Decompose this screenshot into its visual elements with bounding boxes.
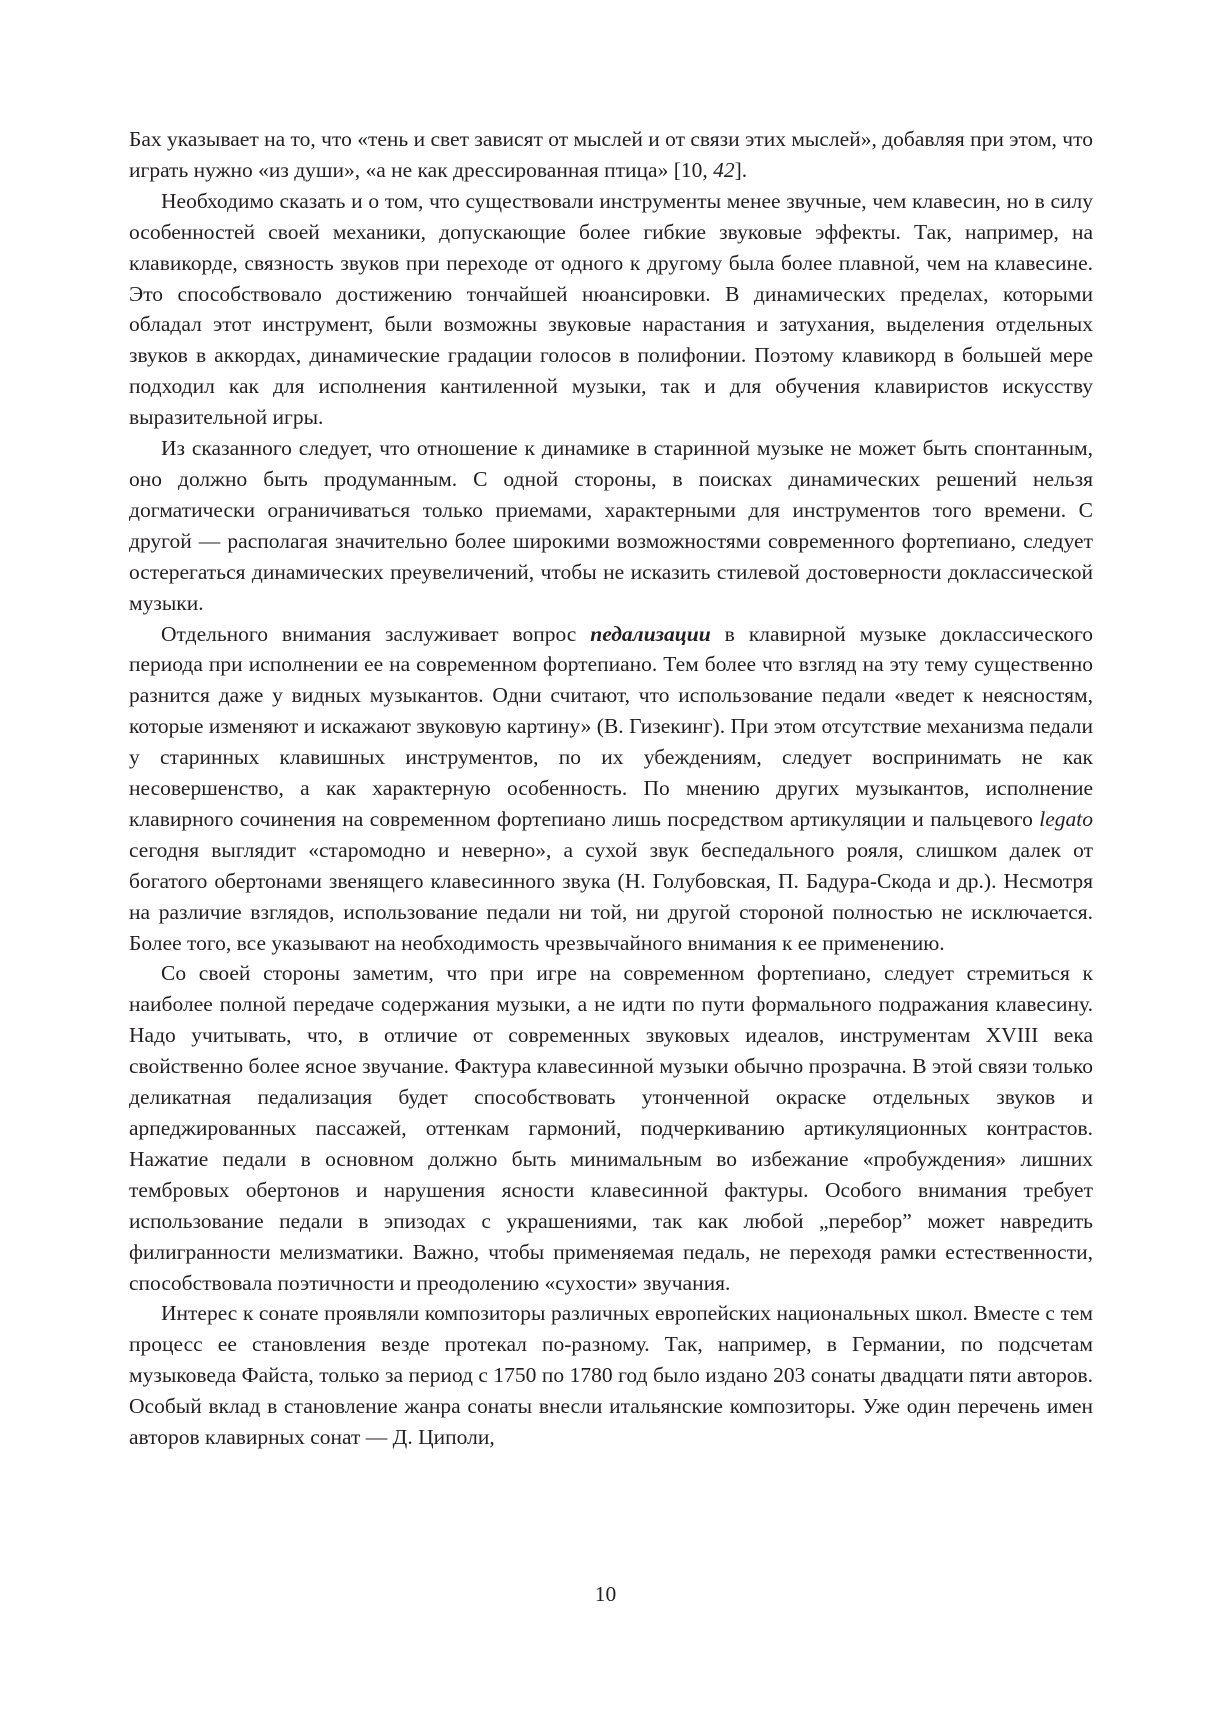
paragraph-1: [129, 124, 1093, 186]
paragraph-3-text: Из сказанного следует, что отношение к динамике в старинной музыке не может быть спонтанным, оно должно быть продуманным. С одной стороны, в поисках динамических решений нельзя догматически ограничиваться только приемами, характерными для инструментов того времени. С другой — располагая значительно более широкими возможностями современного фортепиано, следует остерегаться динамических преувеличений, чтобы не исказить стилевой достоверности доклассической музыки.: [129, 436, 1093, 615]
paragraph-5-text: Со своей стороны заметим, что при игре на современном фортепиано, следует стремиться к наиболее полной передаче содержания музыки, а не идти по пути формального подражания клавесину. Надо учитывать, что, в отличие от современных звуковых идеалов, инструментам XVIII века свойственно более ясное звучание. Фактура клавесинной музыки обычно прозрачна. В этой связи только деликатная педализация будет способствовать утонченной окраске отдельных звуков и арпеджированных пассажей, оттенкам гармоний, подчеркиванию артикуляционных контрастов. Нажатие педали в основном должно быть минимальным во избежание «пробуждения» лишних тембровых обертонов и нарушения ясности клавесинной фактуры. Особого внимания требует использование педали в эпизодах с украшениями, так как любой „перебор” может навредить филигранности мелизматики. Важно, чтобы применяемая педаль, не переходя рамки естественности, способствовала поэтичности и преодолению «сухости» звучания.: [129, 961, 1093, 1295]
paragraph-4-term-legato: legato: [1039, 806, 1093, 831]
paragraph-2: [129, 186, 1093, 433]
paragraph-1-text-a: Бах указывает на то, что «тень и свет зависят от мыслей и от связи этих мыслей», добавляя при этом, что играть нужно «из души», «а не как дрессированная птица» [10,: [129, 127, 1093, 182]
paragraph-1-citation-page: 42: [713, 157, 735, 182]
paragraph-4-text-c: сегодня выглядит «старомодно и неверно», а сухой звук беспедального рояля, слишком далек от богатого обертонами звенящего клавесинного звука (Н. Голубовская, П. Бадура-Скода и др.). Несмотря на различие взглядов, использование педали ни той, ни другой стороной полностью не исключается. Более того, все указывают на необходимость чрезвычайного внимания к ее применению.: [129, 837, 1093, 955]
paragraph-4: [129, 619, 1093, 959]
page-body: [129, 124, 1093, 1453]
paragraph-6: [129, 1298, 1093, 1453]
paragraph-4-term-pedalization: педализации: [590, 621, 711, 646]
paragraph-3: [129, 433, 1093, 618]
paragraph-4-text-b: в клавирной музыке доклассического периода при исполнении ее на современном фортепиано. Тем более что взгляд на эту тему существенно разнится даже у видных музыкантов. Одни считают, что использование педали «ведет к неясностям, которые изменяют и искажают звуковую картину» (В. Гизекинг). При этом отсутствие механизма педали у старинных клавишных инструментов, по их убеждениям, следует воспринимать не как несовершенство, а как характерную особенность. По мнению других музыкантов, исполнение клавирного сочинения на современном фортепиано лишь посредством артикуляции и пальцевого: [129, 621, 1093, 831]
paragraph-6-text: Интерес к сонате проявляли композиторы различных европейских национальных школ. Вместе с тем процесс ее становления везде протекал по-разному. Так, например, в Германии, по подсчетам музыковеда Файста, только за период с 1750 по 1780 год было издано 203 сонаты двадцати пяти авторов. Особый вклад в становление жанра сонаты внесли итальянские композиторы. Уже один перечень имен авторов клавирных сонат — Д. Циполи,: [129, 1301, 1093, 1450]
paragraph-5: [129, 958, 1093, 1298]
paragraph-2-text: Необходимо сказать и о том, что существовали инструменты менее звучные, чем клавесин, но в силу особенностей своей механики, допускающие более гибкие звуковые эффекты. Так, например, на клавикорде, связность звуков при переходе от одного к другому была более плавной, чем на клавесине. Это способствовало достижению тончайшей нюансировки. В динамических пределах, которыми обладал этот инструмент, были возможны звуковые нарастания и затухания, выделения отдельных звуков в аккордах, динамические градации голосов в полифонии. Поэтому клавикорд в большей мере подходил как для исполнения кантиленной музыки, так и для обучения клавиристов искусству выразительной игры.: [129, 188, 1093, 430]
paragraph-1-text-b: ].: [734, 157, 748, 182]
paragraph-4-text-a: Отдельного внимания заслуживает вопрос: [161, 621, 591, 646]
page-number: 10: [594, 1582, 617, 1606]
